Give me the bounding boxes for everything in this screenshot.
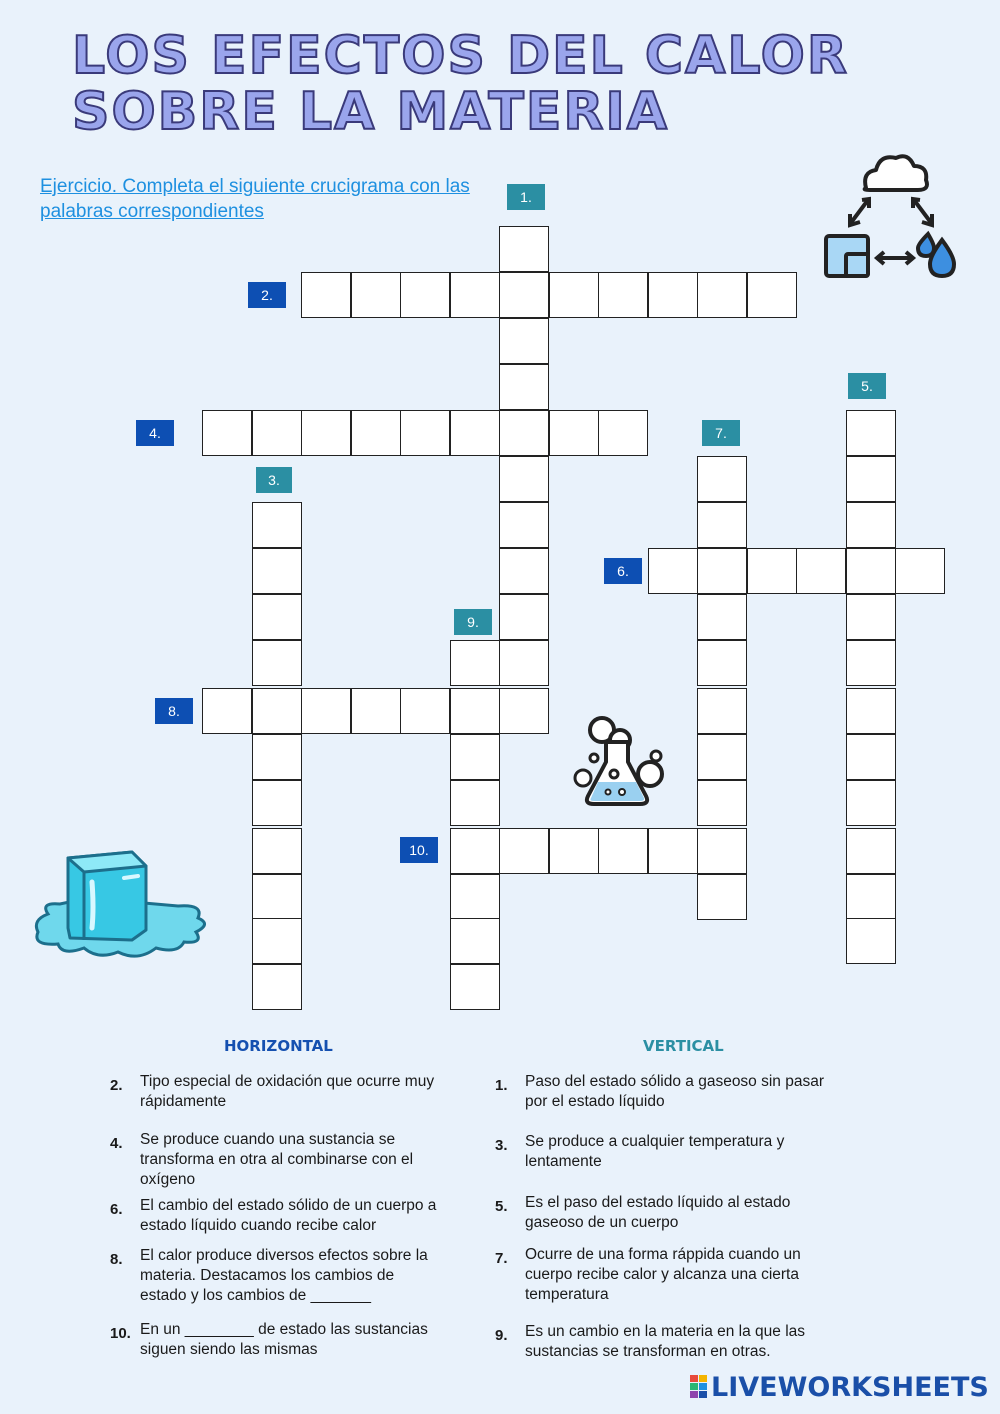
crossword-cell[interactable] <box>252 410 302 456</box>
crossword-cell[interactable] <box>202 688 252 734</box>
crossword-cell[interactable] <box>499 502 549 548</box>
crossword-cell[interactable] <box>697 640 747 686</box>
crossword-cell[interactable] <box>351 410 401 456</box>
crossword-cell[interactable] <box>598 828 648 874</box>
crossword-cell[interactable] <box>648 828 698 874</box>
chemistry-flask-icon <box>570 712 670 812</box>
clue-number-badge: 7. <box>702 420 740 446</box>
crossword-cell[interactable] <box>598 410 648 456</box>
crossword-cell[interactable] <box>499 318 549 364</box>
brand-name: LIVEWORKSHEETS <box>711 1372 989 1403</box>
crossword-cell[interactable] <box>450 272 500 318</box>
crossword-cell[interactable] <box>252 502 302 548</box>
crossword-cell[interactable] <box>351 688 401 734</box>
liveworksheets-logo <box>690 1372 989 1403</box>
crossword-cell[interactable] <box>301 410 351 456</box>
clue-number-badge: 5. <box>848 373 886 399</box>
crossword-cell[interactable] <box>252 828 302 874</box>
crossword-cell[interactable] <box>202 410 252 456</box>
crossword-cell[interactable] <box>846 874 896 920</box>
crossword-cell[interactable] <box>697 780 747 826</box>
crossword-cell[interactable] <box>499 594 549 640</box>
crossword-cell[interactable] <box>499 410 549 456</box>
clue-number-badge: 8. <box>155 698 193 724</box>
horizontal-clues-heading: HORIZONTAL <box>224 1037 333 1055</box>
instructions: Ejercicio. Completa el siguiente crucigrama con las palabras correspondientes <box>40 176 470 222</box>
crossword-cell[interactable] <box>846 502 896 548</box>
clue-vertical-9: 9. Es un cambio en la materia en la que las sustancias se transforman en otras. <box>495 1323 806 1360</box>
crossword-cell[interactable] <box>846 594 896 640</box>
crossword-cell[interactable] <box>697 272 747 318</box>
clue-number-badge: 2. <box>248 282 286 308</box>
crossword-cell[interactable] <box>846 640 896 686</box>
crossword-cell[interactable] <box>252 918 302 964</box>
clue-horizontal-8: 8. El calor produce diversos efectos sobre la materia. Destacamos los cambios de estado y los cambios de _______ <box>110 1247 428 1304</box>
crossword-cell[interactable] <box>846 548 896 594</box>
crossword-cell[interactable] <box>499 548 549 594</box>
crossword-cell[interactable] <box>697 502 747 548</box>
page-title: LOS EFECTOS DEL CALOR SOBRE LA MATERIA <box>72 26 849 142</box>
melting-ice-cube-icon <box>28 848 212 968</box>
crossword-cell[interactable] <box>450 734 500 780</box>
clue-horizontal-10: 10. En un ________ de estado las sustancias siguen siendo las mismas <box>110 1321 428 1358</box>
crossword-cell[interactable] <box>846 918 896 964</box>
crossword-cell[interactable] <box>846 734 896 780</box>
crossword-cell[interactable] <box>450 964 500 1010</box>
crossword-cell[interactable] <box>252 688 302 734</box>
crossword-cell[interactable] <box>747 272 797 318</box>
crossword-cell[interactable] <box>499 272 549 318</box>
crossword-cell[interactable] <box>400 272 450 318</box>
crossword-cell[interactable] <box>499 456 549 502</box>
crossword-cell[interactable] <box>549 272 599 318</box>
states-of-matter-cycle-icon <box>818 148 964 284</box>
crossword-cell[interactable] <box>252 780 302 826</box>
crossword-cell[interactable] <box>697 874 747 920</box>
crossword-cell[interactable] <box>697 688 747 734</box>
crossword-cell[interactable] <box>252 964 302 1010</box>
crossword-cell[interactable] <box>747 548 797 594</box>
crossword-cell[interactable] <box>846 688 896 734</box>
crossword-cell[interactable] <box>301 688 351 734</box>
clue-horizontal-6: 6. El cambio del estado sólido de un cuerpo a estado líquido cuando recibe calor <box>110 1197 437 1234</box>
crossword-cell[interactable] <box>846 410 896 456</box>
clue-number-badge: 10. <box>400 837 438 863</box>
crossword-cell[interactable] <box>598 272 648 318</box>
clue-vertical-1: 1. Paso del estado sólido a gaseoso sin pasar por el estado líquido <box>495 1073 825 1110</box>
crossword-cell[interactable] <box>895 548 945 594</box>
crossword-cell[interactable] <box>846 456 896 502</box>
crossword-cell[interactable] <box>252 548 302 594</box>
crossword-cell[interactable] <box>846 780 896 826</box>
crossword-cell[interactable] <box>252 734 302 780</box>
clue-number-badge: 1. <box>507 184 545 210</box>
crossword-cell[interactable] <box>450 828 500 874</box>
crossword-cell[interactable] <box>697 734 747 780</box>
crossword-cell[interactable] <box>697 456 747 502</box>
crossword-cell[interactable] <box>450 410 500 456</box>
crossword-cell[interactable] <box>450 918 500 964</box>
clue-horizontal-4: 4. Se produce cuando una sustancia se transforma en otra al combinarse con el oxígeno <box>110 1131 414 1188</box>
clue-vertical-3: 3. Se produce a cualquier temperatura y lentamente <box>495 1133 785 1170</box>
crossword-cell[interactable] <box>648 548 698 594</box>
crossword-cell[interactable] <box>549 410 599 456</box>
crossword-cell[interactable] <box>697 594 747 640</box>
crossword-cell[interactable] <box>796 548 846 594</box>
crossword-cell[interactable] <box>450 874 500 920</box>
crossword-cell[interactable] <box>499 828 549 874</box>
clue-vertical-7: 7. Ocurre de una forma ráppida cuando un cuerpo recibe calor y alcanza una cierta temperatura <box>495 1246 801 1303</box>
clue-vertical-5: 5. Es el paso del estado líquido al estado gaseoso de un cuerpo <box>495 1194 791 1231</box>
crossword-cell[interactable] <box>549 828 599 874</box>
crossword-cell[interactable] <box>450 688 500 734</box>
clue-horizontal-2: 2. Tipo especial de oxidación que ocurre muy rápidamente <box>110 1073 435 1110</box>
crossword-cell[interactable] <box>252 594 302 640</box>
crossword-cell[interactable] <box>648 272 698 318</box>
clue-number-badge: 9. <box>454 609 492 635</box>
crossword-cell[interactable] <box>450 640 500 686</box>
crossword-cell[interactable] <box>252 874 302 920</box>
clue-number-badge: 3. <box>256 467 292 493</box>
crossword-cell[interactable] <box>499 640 549 686</box>
crossword-cell[interactable] <box>301 272 351 318</box>
crossword-cell[interactable] <box>450 780 500 826</box>
crossword-cell[interactable] <box>697 548 747 594</box>
crossword-cell[interactable] <box>846 828 896 874</box>
clue-number-badge: 4. <box>136 420 174 446</box>
crossword-cell[interactable] <box>400 688 450 734</box>
crossword-cell[interactable] <box>499 226 549 272</box>
crossword-cell[interactable] <box>400 410 450 456</box>
clue-number-badge: 6. <box>604 558 642 584</box>
liveworksheets-mark-icon <box>690 1375 708 1399</box>
vertical-clues-heading: VERTICAL <box>643 1037 724 1055</box>
crossword-cell[interactable] <box>499 688 549 734</box>
crossword-cell[interactable] <box>351 272 401 318</box>
crossword-cell[interactable] <box>252 640 302 686</box>
crossword-cell[interactable] <box>499 364 549 410</box>
crossword-cell[interactable] <box>697 828 747 874</box>
